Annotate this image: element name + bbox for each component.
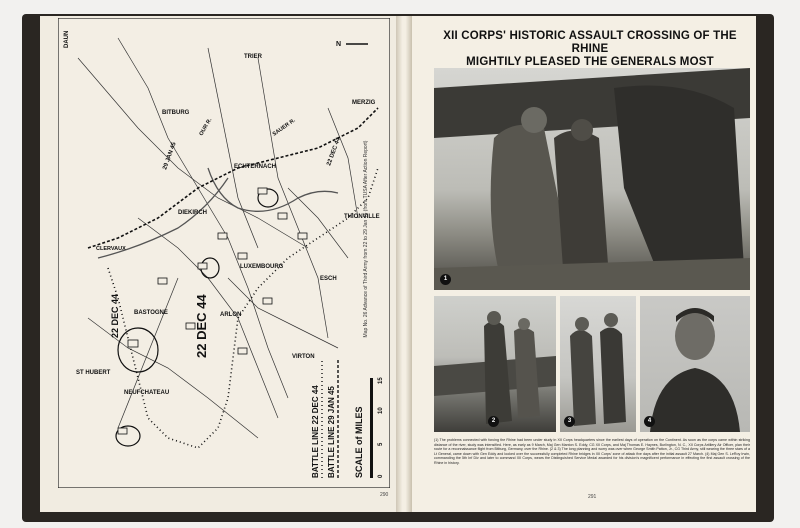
photo-number-badge: 3	[564, 416, 575, 427]
title-line-2: MIGHTILY PLEASED THE GENERALS MOST	[466, 56, 714, 68]
battle-map	[58, 18, 390, 488]
photo-4-portrait	[640, 296, 750, 432]
svg-text:5: 5	[378, 442, 384, 446]
svg-text:BATTLE LINE 29 JAN 45: BATTLE LINE 29 JAN 45	[327, 386, 336, 478]
svg-text:22 DEC 44: 22 DEC 44	[110, 293, 120, 338]
svg-text:22 DEC 44: 22 DEC 44	[326, 137, 342, 167]
svg-text:N: N	[336, 41, 342, 48]
svg-text:DIEKIRCH: DIEKIRCH	[178, 210, 208, 216]
svg-text:15: 15	[378, 377, 384, 384]
svg-text:BITBURG: BITBURG	[162, 110, 190, 116]
photo-2-bridge-inspection	[434, 296, 556, 432]
svg-text:BASTOGNE: BASTOGNE	[134, 310, 168, 316]
svg-text:22 DEC 44: 22 DEC 44	[194, 294, 209, 358]
photo-number-badge: 2	[488, 416, 499, 427]
svg-text:0: 0	[378, 474, 384, 478]
svg-text:THIONVILLE: THIONVILLE	[344, 214, 380, 220]
svg-text:10: 10	[378, 407, 384, 414]
photo-number-badge: 4	[644, 416, 655, 427]
svg-text:TRIER: TRIER	[244, 54, 262, 60]
svg-text:CLERVAUX: CLERVAUX	[96, 246, 126, 252]
title-line-1: XII CORPS' HISTORIC ASSAULT CROSSING OF THE RHINE	[443, 30, 737, 55]
book-gutter	[396, 16, 412, 512]
map-side-caption: Map No. 26 Advance of Third Army from 22 to 29 Jan 45 (from TUSA After Action Report)	[363, 140, 369, 338]
right-page-number: 291	[588, 494, 597, 500]
svg-text:DAUN: DAUN	[64, 30, 70, 48]
svg-text:MERZIG: MERZIG	[352, 100, 376, 106]
svg-text:ECHTERNACH: ECHTERNACH	[234, 164, 276, 170]
svg-text:NEUFCHATEAU: NEUFCHATEAU	[124, 390, 170, 396]
left-page-number: 290	[380, 492, 389, 498]
svg-text:ESCH: ESCH	[320, 276, 337, 282]
photo-caption: (1) The problems connected with forcing the Rhine had been under study in XII Corps headquarters since the earliest days of operation on the Continent. As soon as the corps came within striking distance of the river, study was intensified. Here, as early as 9 March, Maj Gen Manton S. Eddy, CG XII Corps, and Maj Thomas E. Haynes, Burlington, N. C., XII Corps Artillery Air Officer, plan their route for a reconnaissance flight from Bitburg, Germany, over the Rhine. (2 & 3) The long planning and worry was over when George Smith Patton, Jr., CG Third Army, still wearing the three stars of a Lt General, came down with Gen Eddy and looked over the successfully completed Rhine bridges in XII Corps' zone of attack five days after the initial assault 27 March. (4) Maj Gen S. LeRoy Irwin, commanding the 5th Inf Div and later to command XII Corps, wears the Distinguished Service Medal awarded for his division's magnificent performance in effecting the first assault crossing of the Rhine in history.	[434, 438, 750, 465]
photo-3-generals-standing	[560, 296, 636, 432]
svg-text:BATTLE LINE 22 DEC 44: BATTLE LINE 22 DEC 44	[311, 385, 320, 478]
svg-text:VIRTON: VIRTON	[292, 354, 315, 360]
photo-number-badge: 1	[440, 274, 451, 285]
svg-text:OUR R.: OUR R.	[198, 117, 214, 137]
svg-text:SAUER R.: SAUER R.	[271, 117, 297, 138]
photo-1-generals-at-plane	[434, 68, 750, 290]
svg-text:29 JAN 45: 29 JAN 45	[162, 141, 178, 171]
svg-text:LUXEMBOURG: LUXEMBOURG	[240, 264, 284, 270]
svg-text:SCALE of MILES: SCALE of MILES	[354, 406, 364, 478]
svg-text:ARLON: ARLON	[220, 312, 242, 318]
map-border	[58, 18, 390, 488]
svg-text:ST HUBERT: ST HUBERT	[76, 370, 111, 376]
